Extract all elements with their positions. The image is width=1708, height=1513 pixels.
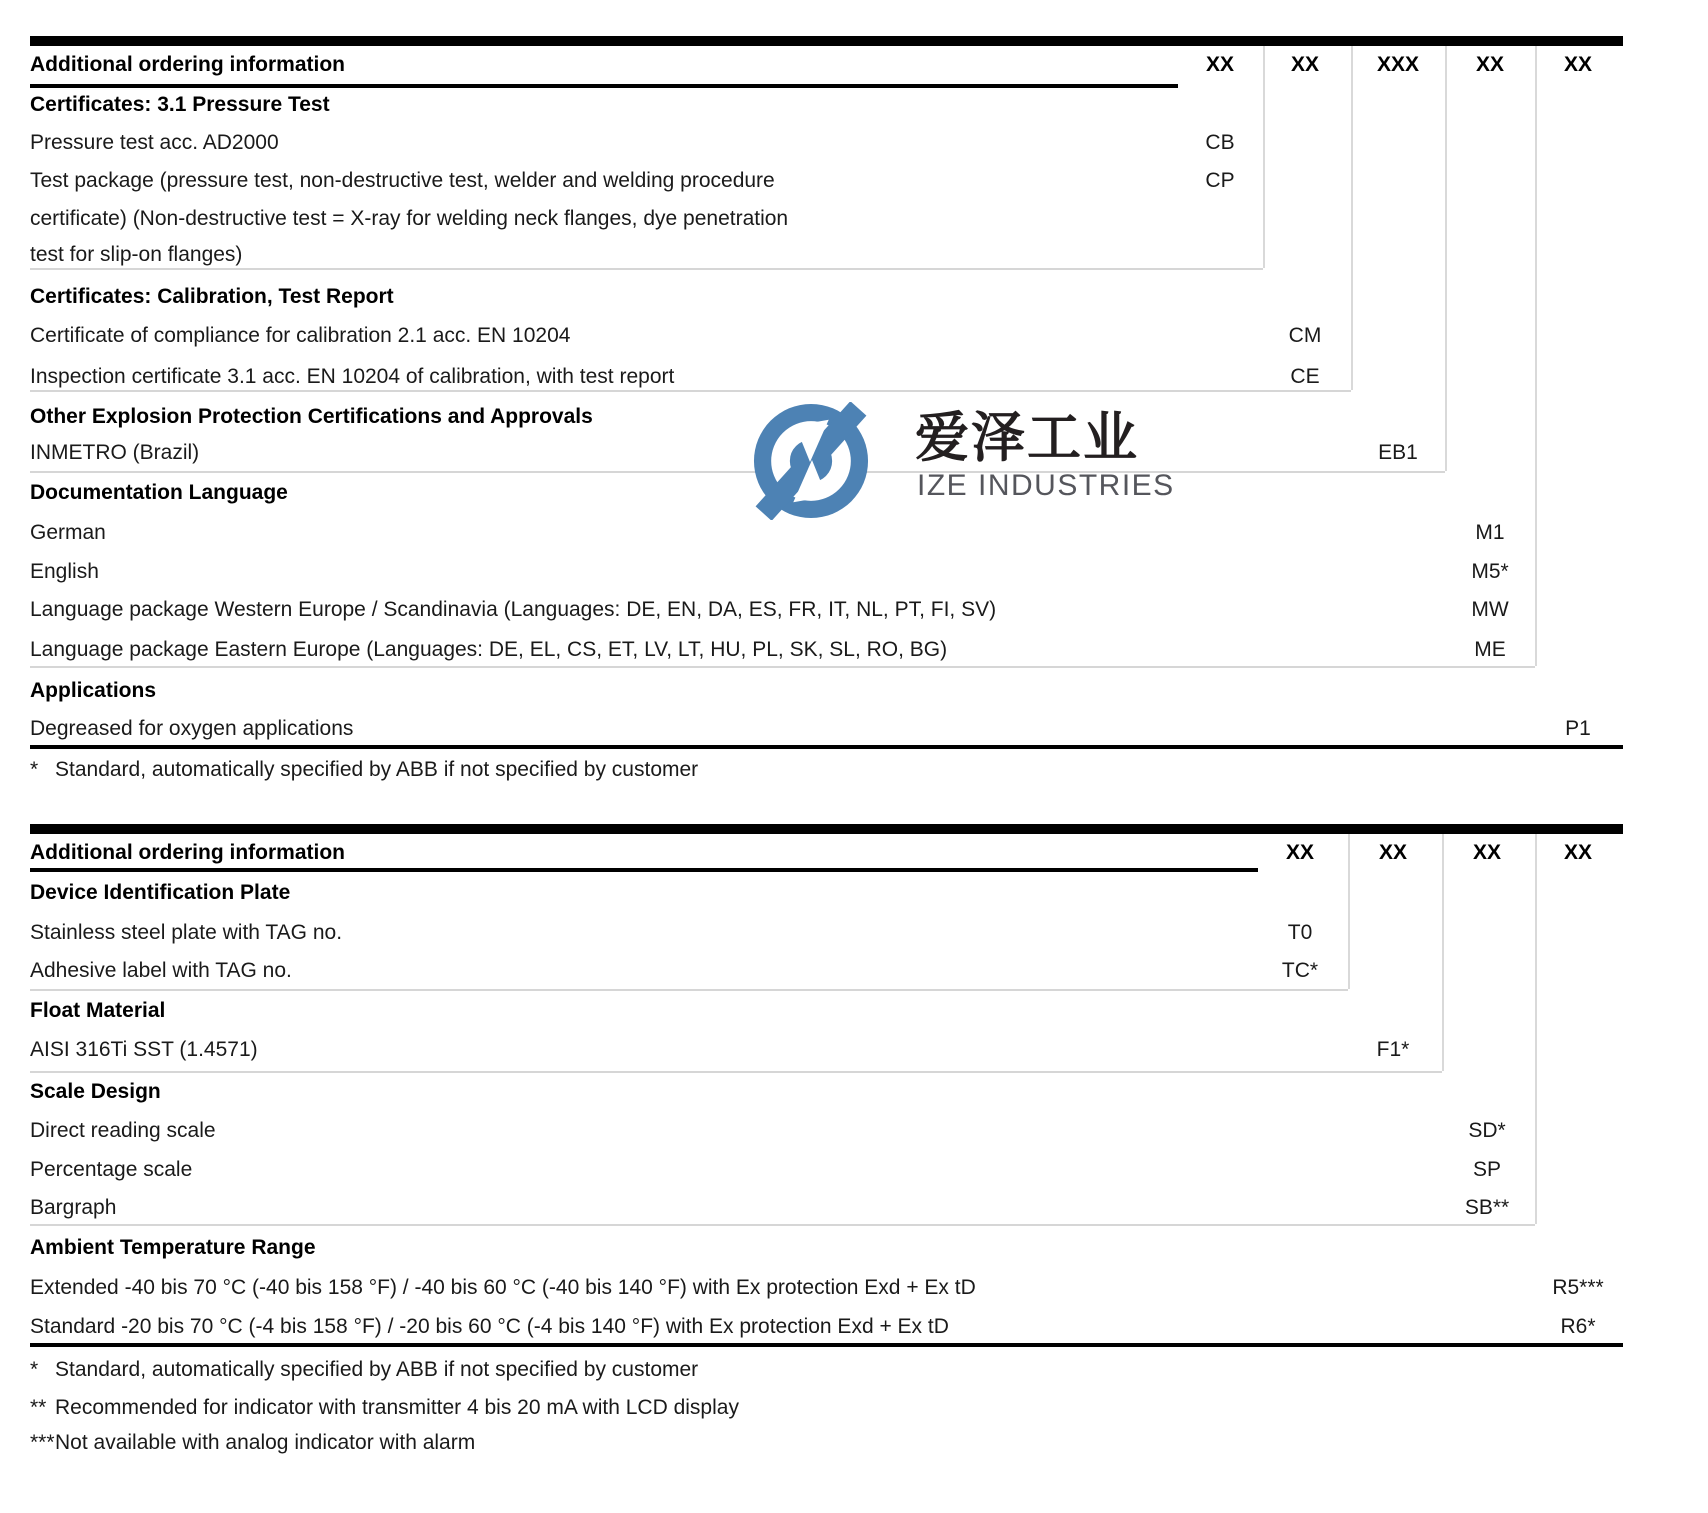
option-code: F1* — [1376, 1038, 1410, 1061]
item-row: Pressure test acc. AD2000 — [30, 131, 279, 154]
option-code: TC* — [1281, 959, 1319, 982]
item-row: Direct reading scale — [30, 1119, 216, 1142]
table1-code-column-header-5: XX — [1563, 53, 1593, 76]
table1-title: Additional ordering information — [30, 53, 345, 76]
table1-column-divider-1 — [1263, 46, 1265, 268]
table1-bottom-border — [30, 745, 1623, 749]
section-row: Applications — [30, 679, 157, 702]
option-code: R5*** — [1552, 1276, 1604, 1299]
section-row: Float Material — [30, 999, 166, 1022]
table1-section-boundary-3 — [30, 471, 1445, 473]
item-row: INMETRO (Brazil) — [30, 441, 200, 464]
table1-code-column-header-2: XX — [1290, 53, 1320, 76]
option-code: M1 — [1475, 521, 1505, 544]
item-row: Language package Eastern Europe (Languages: DE, EL, CS, ET, LV, LT, HU, PL, SK, SL, RO, BG) — [30, 638, 948, 661]
table2-column-divider-3 — [1535, 834, 1537, 1224]
item-row: Language package Western Europe / Scandinavia (Languages: DE, EN, DA, ES, FR, IT, NL, PT, FI, SV) — [30, 598, 997, 621]
table1-top-border — [30, 36, 1623, 46]
table2-section-boundary-2 — [30, 1071, 1442, 1073]
table1-column-divider-4 — [1535, 46, 1537, 666]
table1-column-divider-2 — [1351, 46, 1353, 390]
table1-code-column-header-3: XXX — [1376, 53, 1420, 76]
option-code: EB1 — [1378, 441, 1418, 464]
option-code: M5* — [1471, 560, 1509, 583]
table2-column-divider-2 — [1442, 834, 1444, 1071]
option-code: CE — [1290, 365, 1320, 388]
watermark-cn-text: 爱泽工业 — [915, 408, 1139, 468]
item-row: German — [30, 521, 106, 544]
table2-column-divider-1 — [1348, 834, 1350, 989]
option-code: T0 — [1287, 921, 1313, 944]
table2-code-column-header-3: XX — [1472, 841, 1502, 864]
table2-header-underline — [30, 868, 1258, 872]
item-row: Extended -40 bis 70 °C (-40 bis 158 °F) / -40 bis 60 °C (-40 bis 140 °F) with Ex protection Exd + Ex tD — [30, 1276, 976, 1299]
option-code: SD* — [1468, 1119, 1506, 1142]
item-row: Percentage scale — [30, 1158, 193, 1181]
table1-code-column-header-4: XX — [1475, 53, 1505, 76]
option-code: CM — [1288, 324, 1322, 347]
table2-title: Additional ordering information — [30, 841, 345, 864]
option-code: SB** — [1464, 1196, 1510, 1219]
table1-column-divider-3 — [1445, 46, 1447, 471]
table2-section-boundary-3 — [30, 1224, 1535, 1226]
footnote-marker: * — [30, 758, 39, 781]
option-code: ME — [1474, 638, 1506, 661]
watermark-en-text: IZE INDUSTRIES — [917, 469, 1175, 502]
table2-bottom-border — [30, 1343, 1623, 1347]
section-row: Ambient Temperature Range — [30, 1236, 316, 1259]
option-code: CB — [1205, 131, 1235, 154]
footnote-marker: *** — [30, 1431, 55, 1454]
footnote-text: Not available with analog indicator with alarm — [55, 1431, 476, 1454]
footnote-marker: ** — [30, 1396, 47, 1419]
item-row: Bargraph — [30, 1196, 117, 1219]
item-row: AISI 316Ti SST (1.4571) — [30, 1038, 258, 1061]
ize-logo — [752, 402, 870, 520]
option-code: R6* — [1560, 1315, 1596, 1338]
table2-top-border — [30, 824, 1623, 834]
section-row: Certificates: Calibration, Test Report — [30, 285, 394, 308]
item-row: Adhesive label with TAG no. — [30, 959, 292, 982]
footnote-text: Recommended for indicator with transmitter 4 bis 20 mA with LCD display — [55, 1396, 739, 1419]
item-row: Test package (pressure test, non-destructive test, welder and welding procedure — [30, 169, 775, 192]
item-row: Degreased for oxygen applications — [30, 717, 354, 740]
table2-code-column-header-4: XX — [1563, 841, 1593, 864]
footnote-text: Standard, automatically specified by ABB if not specified by customer — [55, 1358, 699, 1381]
item-row: Inspection certificate 3.1 acc. EN 10204 of calibration, with test report — [30, 365, 675, 388]
option-code: SP — [1472, 1158, 1502, 1181]
footnote-text: Standard, automatically specified by ABB if not specified by customer — [55, 758, 699, 781]
item-row-continuation: certificate) (Non-destructive test = X-ray for welding neck flanges, dye penetration — [30, 207, 789, 230]
section-row: Documentation Language — [30, 481, 288, 504]
section-row: Other Explosion Protection Certifications and Approvals — [30, 405, 593, 428]
item-row: English — [30, 560, 99, 583]
item-row-continuation: test for slip-on flanges) — [30, 243, 243, 266]
option-code: CP — [1205, 169, 1235, 192]
item-row: Certificate of compliance for calibration 2.1 acc. EN 10204 — [30, 324, 571, 347]
option-code: P1 — [1565, 717, 1591, 740]
option-code: MW — [1471, 598, 1509, 621]
item-row: Stainless steel plate with TAG no. — [30, 921, 343, 944]
item-row: Standard -20 bis 70 °C (-4 bis 158 °F) / -20 bis 60 °C (-4 bis 140 °F) with Ex protection Exd + Ex tD — [30, 1315, 949, 1338]
footnote-marker: * — [30, 1358, 39, 1381]
table1-code-column-header-1: XX — [1205, 53, 1235, 76]
table2-code-column-header-2: XX — [1378, 841, 1408, 864]
section-row: Scale Design — [30, 1080, 161, 1103]
table2-code-column-header-1: XX — [1285, 841, 1315, 864]
section-row: Device Identification Plate — [30, 881, 291, 904]
section-row: Certificates: 3.1 Pressure Test — [30, 93, 330, 116]
